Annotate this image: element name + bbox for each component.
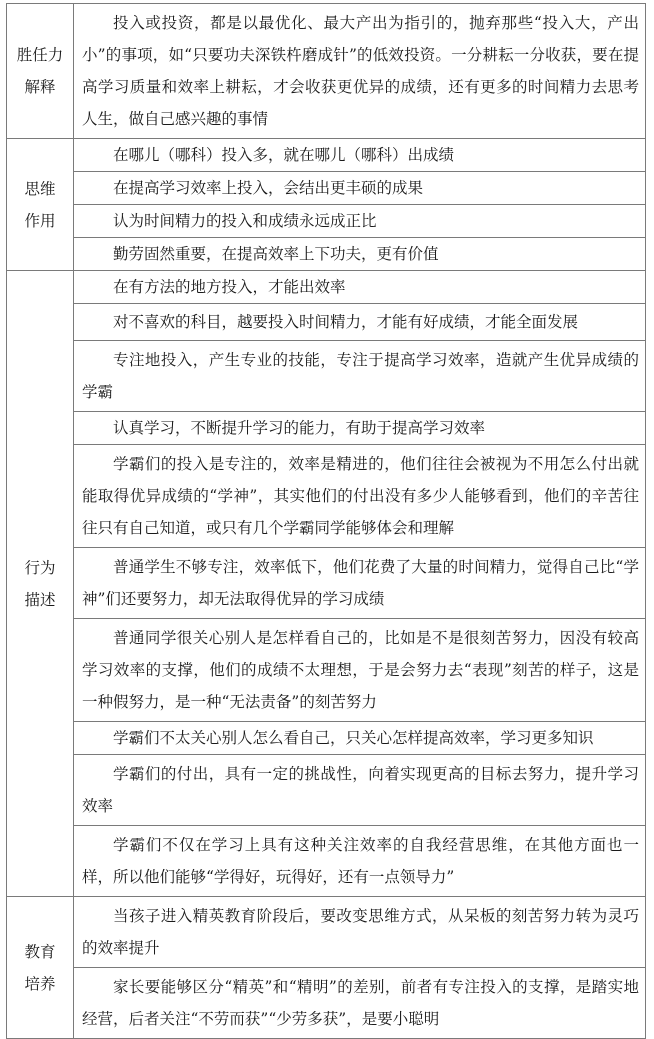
table-row xyxy=(7,238,646,271)
table-row xyxy=(7,412,646,445)
table-row xyxy=(7,304,646,341)
content-cell: 在提高学习效率上投入，会结出更丰硕的成果 xyxy=(74,172,646,205)
content-cell: 在有方法的地方投入，才能出效率 xyxy=(74,271,646,304)
category-cell xyxy=(7,271,74,897)
table-row xyxy=(7,897,646,968)
category-label-line: 胜任力 xyxy=(16,46,64,64)
table-row xyxy=(7,619,646,722)
content-cell: 认真学习，不断提升学习的能力，有助于提高学习效率 xyxy=(74,412,646,445)
table-row xyxy=(7,722,646,755)
content-cell: 投入或投资，都是以最优化、最大产出为指引的，抛弃那些“投入大，产出小”的事项，如“只要功夫深铁杵磨成针”的低效投资。一分耕耘一分收获，要在提高学习质量和效率上耕耘，才会收获更优异的成绩，还有更多的时间精力去思考人生，做自己感兴趣的事情 xyxy=(74,4,646,139)
content-cell: 普通学生不够专注，效率低下，他们花费了大量的时间精力，觉得自己比“学神”们还要努力，却无法取得优异的学习成绩 xyxy=(74,548,646,619)
content-cell: 专注地投入，产生专业的技能，专注于提高学习效率，造就产生优异成绩的学霸 xyxy=(74,341,646,412)
table-row xyxy=(7,205,646,238)
category-label-line: 培养 xyxy=(24,974,56,993)
content-cell: 学霸们不仅在学习上具有这种关注效率的自我经营思维，在其他方面也一样，所以他们能够“学得好，玩得好，还有一点领导力” xyxy=(74,826,646,897)
content-cell: 认为时间精力的投入和成绩永远成正比 xyxy=(74,205,646,238)
category-label-line: 思维 xyxy=(24,179,56,198)
table-row xyxy=(7,172,646,205)
table-row xyxy=(7,139,646,172)
category-cell xyxy=(7,4,74,139)
category-label-line: 行为 xyxy=(24,558,56,577)
table-row xyxy=(7,548,646,619)
table-row xyxy=(7,826,646,897)
table-row xyxy=(7,341,646,412)
content-cell: 学霸们的投入是专注的，效率是精进的，他们往往会被视为不用怎么付出就能取得优异成绩的“学神”，其实他们的付出没有多少人能够看到，他们的辛苦往往只有自己知道，或只有几个学霸同学能够体会和理解 xyxy=(74,445,646,548)
category-cell xyxy=(7,139,74,271)
table-row xyxy=(7,755,646,826)
content-cell: 家长要能够区分“精英”和“精明”的差别，前者有专注投入的支撑，是踏实地经营，后者关注“不劳而获”“少劳多获”，是要小聪明 xyxy=(74,968,646,1039)
category-cell xyxy=(7,897,74,1039)
content-cell: 学霸们不太关心别人怎么看自己，只关心怎样提高效率，学习更多知识 xyxy=(74,722,646,755)
content-cell: 当孩子进入精英教育阶段后，要改变思维方式，从呆板的刻苦努力转为灵巧的效率提升 xyxy=(74,897,646,968)
category-label-line: 描述 xyxy=(24,590,56,609)
content-cell: 学霸们的付出，具有一定的挑战性，向着实现更高的目标去努力，提升学习效率 xyxy=(74,755,646,826)
content-cell: 对不喜欢的科目，越要投入时间精力，才能有好成绩，才能全面发展 xyxy=(74,304,646,341)
category-label-line: 教育 xyxy=(24,942,56,961)
content-cell: 在哪儿（哪科）投入多，就在哪儿（哪科）出成绩 xyxy=(74,139,646,172)
category-label-line: 解释 xyxy=(24,78,56,96)
table-row xyxy=(7,968,646,1039)
table-row xyxy=(7,445,646,548)
content-cell: 普通同学很关心别人是怎样看自己的，比如是不是很刻苦努力，因没有较高学习效率的支撑，他们的成绩不太理想，于是会努力去“表现”刻苦的样子，这是一种假努力，是一种“无法责备”的刻苦努力 xyxy=(74,619,646,722)
table-row xyxy=(7,4,646,139)
table-row xyxy=(7,271,646,304)
content-cell: 勤劳固然重要，在提高效率上下功夫，更有价值 xyxy=(74,238,646,271)
category-label-line: 作用 xyxy=(24,211,56,230)
competency-table xyxy=(6,3,646,1039)
